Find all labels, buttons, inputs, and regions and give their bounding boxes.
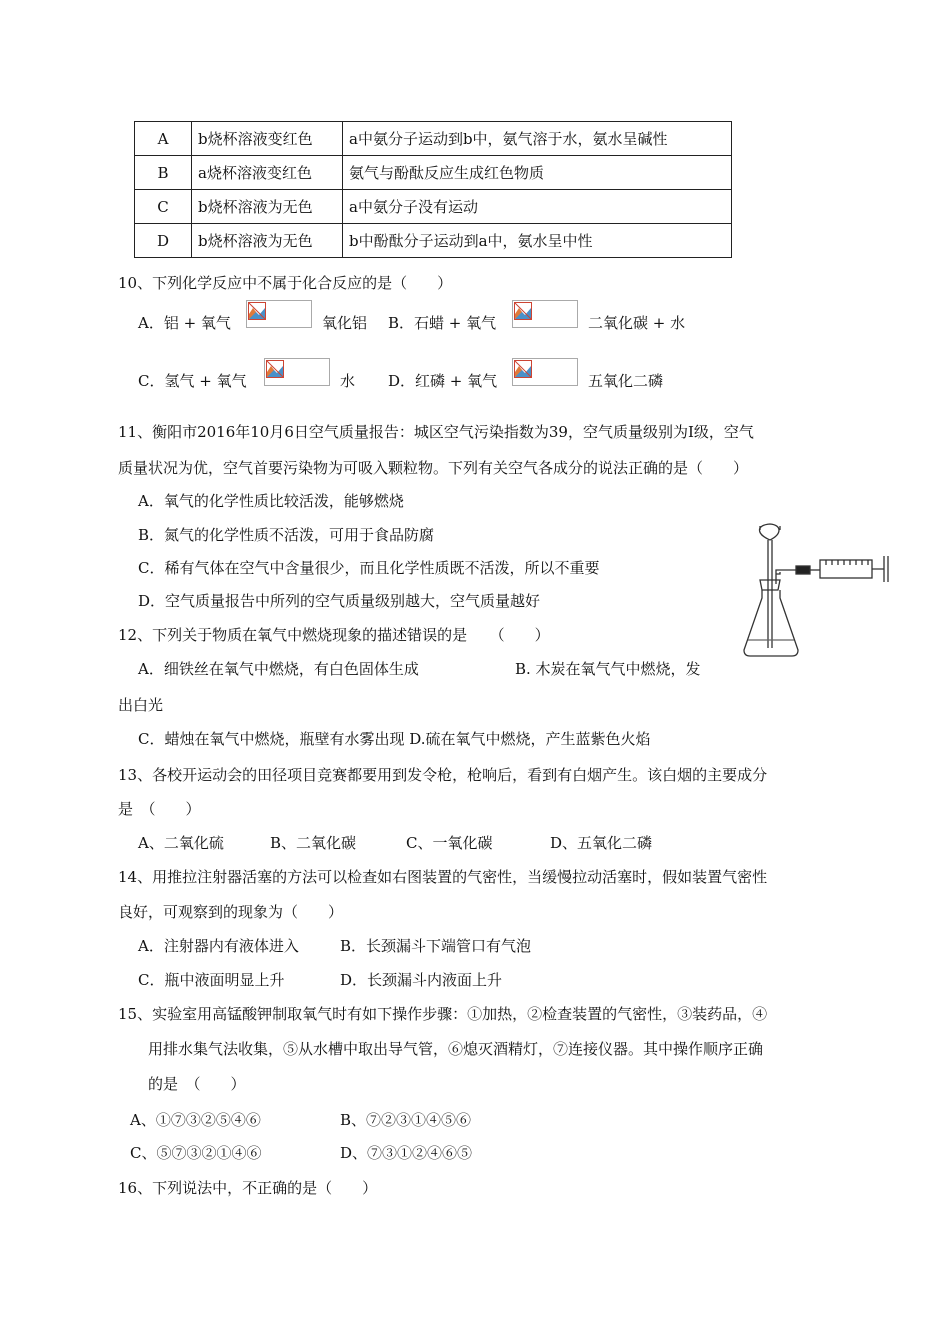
q13-option-d: D、五氧化二磷 — [550, 834, 653, 852]
q10-option-c-left: C．氢气 + 氧气 — [138, 372, 247, 390]
q12-option-a: A．细铁丝在氧气中燃烧，有白色固体生成 — [138, 660, 419, 678]
q10-option-d-left: D．红磷 + 氧气 — [388, 372, 498, 390]
q12-option-b: B. 木炭在氧气气中燃烧，发 — [515, 660, 701, 678]
table-cell-option: A — [135, 122, 192, 156]
broken-image-icon — [266, 360, 284, 378]
q15-option-b: B、⑦②③①④⑤⑥ — [340, 1111, 472, 1129]
q11-stem-line1: 11、衡阳市2016年10月6日空气质量报告：城区空气污染指数为39，空气质量级别为Ⅰ级，空气 — [118, 423, 754, 441]
q13-stem-line1: 13、各校开运动会的田径项目竞赛都要用到发令枪，枪响后，看到有白烟产生。该白烟的主要成分 — [118, 766, 768, 784]
q15-option-c: C、⑤⑦③②①④⑥ — [130, 1144, 262, 1162]
q10-option-a-right: 氧化铝 — [322, 314, 368, 332]
q10-option-b-right: 二氧化碳 + 水 — [588, 314, 686, 332]
q11-option-a: A．氧气的化学性质比较活泼，能够燃烧 — [138, 492, 404, 510]
q11-option-d: D．空气质量报告中所列的空气质量级别越大，空气质量越好 — [138, 592, 541, 610]
reaction-condition-image — [512, 300, 578, 328]
q10-option-d-right: 五氧化二磷 — [588, 372, 664, 390]
answer-table — [134, 121, 732, 258]
q11-stem-line2: 质量状况为优，空气首要污染物为可吸入颗粒物。下列有关空气各成分的说法正确的是（ ） — [118, 459, 749, 477]
table-row — [135, 190, 732, 224]
q16-stem: 16、下列说法中，不正确的是（ ） — [118, 1179, 378, 1197]
reaction-condition-image — [246, 300, 312, 328]
q14-option-d: D．长颈漏斗内液面上升 — [340, 971, 503, 989]
q13-option-c: C、一氧化碳 — [406, 834, 493, 852]
table-cell-phenomenon: b烧杯溶液为无色 — [192, 190, 343, 224]
table-cell-explanation: 氨气与酚酞反应生成红色物质 — [343, 156, 732, 190]
table-row — [135, 122, 732, 156]
table-cell-phenomenon: a烧杯溶液变红色 — [192, 156, 343, 190]
table-cell-option: D — [135, 224, 192, 258]
table-row — [135, 224, 732, 258]
q10-option-a-left: A．铝 + 氧气 — [138, 314, 231, 332]
table-cell-explanation: b中酚酞分子运动到a中，氨水呈中性 — [343, 224, 732, 258]
table-cell-option: C — [135, 190, 192, 224]
q15-option-a: A、①⑦③②⑤④⑥ — [130, 1111, 261, 1129]
q13-option-a: A、二氧化硫 — [138, 834, 224, 852]
broken-image-icon — [514, 360, 532, 378]
reaction-condition-image — [264, 358, 330, 386]
reaction-condition-image — [512, 358, 578, 386]
q12-option-c-d: C．蜡烛在氧气中燃烧，瓶壁有水雾出现 D.硫在氧气中燃烧，产生蓝紫色火焰 — [138, 730, 651, 748]
table-cell-phenomenon: b烧杯溶液变红色 — [192, 122, 343, 156]
table-row — [135, 156, 732, 190]
q10-option-b-left: B．石蜡 + 氧气 — [388, 314, 497, 332]
q11-option-c: C．稀有气体在空气中含量很少，而且化学性质既不活泼，所以不重要 — [138, 559, 600, 577]
airtightness-apparatus-figure — [738, 522, 898, 660]
table-cell-explanation: a中氨分子运动到b中，氨气溶于水，氨水呈碱性 — [343, 122, 732, 156]
broken-image-icon — [248, 302, 266, 320]
q14-stem-line1: 14、用推拉注射器活塞的方法可以检查如右图装置的气密性，当缓慢拉动活塞时，假如装置气密性 — [118, 868, 768, 886]
table-cell-explanation: a中氨分子没有运动 — [343, 190, 732, 224]
q12-stem: 12、下列关于物质在氧气中燃烧现象的描述错误的是 （ ） — [118, 626, 550, 644]
q10-stem: 10、下列化学反应中不属于化合反应的是（ ） — [118, 274, 453, 292]
q11-option-b: B．氮气的化学性质不活泼，可用于食品防腐 — [138, 526, 435, 544]
broken-image-icon — [514, 302, 532, 320]
q14-option-a: A．注射器内有液体进入 — [138, 937, 299, 955]
q14-option-c: C．瓶中液面明显上升 — [138, 971, 285, 989]
q13-stem-line2: 是 （ ） — [118, 800, 201, 818]
q15-stem-line1: 15、实验室用高锰酸钾制取氧气时有如下操作步骤：①加热，②检查装置的气密性，③装药品，④ — [118, 1005, 768, 1023]
funnel-bulb — [760, 524, 780, 540]
q15-stem-line3: 的是 （ ） — [148, 1075, 246, 1093]
q14-stem-line2: 良好，可观察到的现象为（ ） — [118, 903, 344, 921]
q15-option-d: D、⑦③①②④⑥⑤ — [340, 1144, 473, 1162]
table-cell-option: B — [135, 156, 192, 190]
q15-stem-line2: 用排水集气法收集，⑤从水槽中取出导气管，⑥熄灭酒精灯，⑦连接仪器。其中操作顺序正确 — [148, 1040, 764, 1058]
q12-option-b-continued: 出白光 — [118, 696, 164, 714]
table-cell-phenomenon: b烧杯溶液为无色 — [192, 224, 343, 258]
q14-option-b: B．长颈漏斗下端管口有气泡 — [340, 937, 532, 955]
q13-option-b: B、二氧化碳 — [270, 834, 357, 852]
q10-option-c-right: 水 — [340, 372, 356, 390]
